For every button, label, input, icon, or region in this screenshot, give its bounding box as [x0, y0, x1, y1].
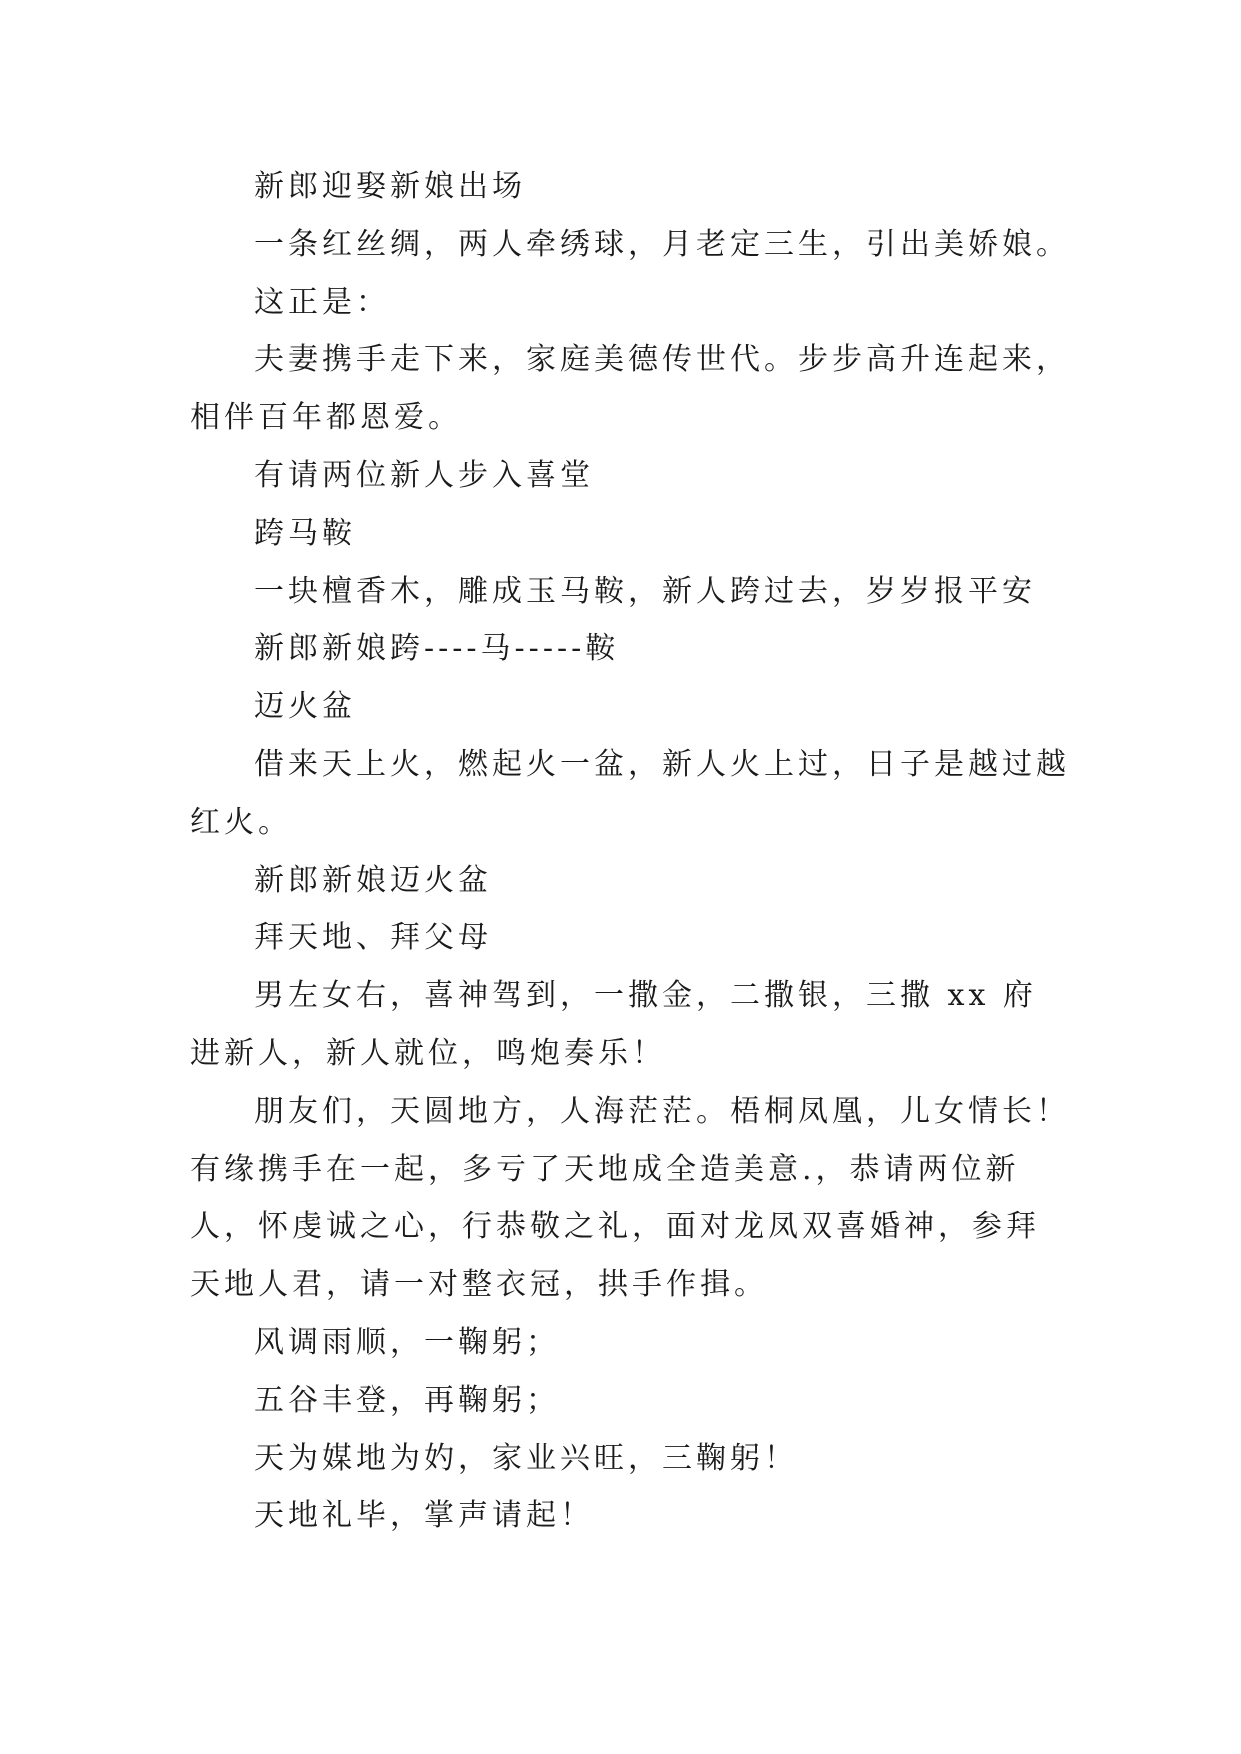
- paragraph: 男左女右，喜神驾到，一撒金，二撒银，三撒 xx 府进新人，新人就位，鸣炮奏乐！: [190, 978, 1037, 1071]
- paragraph: 天为媒地为妁，家业兴旺，三鞠躬！: [254, 1440, 798, 1476]
- document-body: [190, 158, 1070, 1545]
- paragraph: 这正是：: [254, 284, 390, 320]
- paragraph-heading-fire-basin: 迈火盆: [254, 689, 356, 725]
- paragraph: 夫妻携手走下来，家庭美德传世代。步步高升连起来，相伴百年都恩爱。: [190, 342, 1070, 436]
- paragraph: 一条红丝绸，两人牵绣球，月老定三生，引出美娇娘。: [254, 226, 1070, 262]
- paragraph: 风调雨顺，一鞠躬；: [254, 1324, 560, 1360]
- paragraph-heading-worship: 拜天地、拜父母: [254, 920, 492, 956]
- paragraph: 新郎新娘迈火盆: [254, 862, 492, 898]
- paragraph: 五谷丰登，再鞠躬；: [254, 1382, 560, 1418]
- paragraph: 一块檀香木，雕成玉马鞍，新人跨过去，岁岁报平安: [254, 573, 1036, 609]
- paragraph: 借来天上火，燃起火一盆，新人火上过，日子是越过越红火。: [190, 746, 1070, 840]
- paragraph: 新郎新娘跨----马-----鞍: [254, 631, 620, 667]
- paragraph-heading-saddle: 跨马鞍: [254, 515, 356, 551]
- paragraph: 天地礼毕，掌声请起！: [254, 1498, 594, 1534]
- paragraph-heading-enter-hall: 有请两位新人步入喜堂: [254, 457, 594, 493]
- paragraph: 朋友们，天圆地方，人海茫茫。梧桐凤凰，儿女情长！有缘携手在一起，多亏了天地成全造美意.，恭请两位新人，怀虔诚之心，行恭敬之礼，面对龙凤双喜婚神，参拜天地人君，请一对整衣冠，拱手作揖。: [190, 1093, 1070, 1303]
- paragraph-heading-groom-bride-entrance: 新郎迎娶新娘出场: [254, 169, 526, 204]
